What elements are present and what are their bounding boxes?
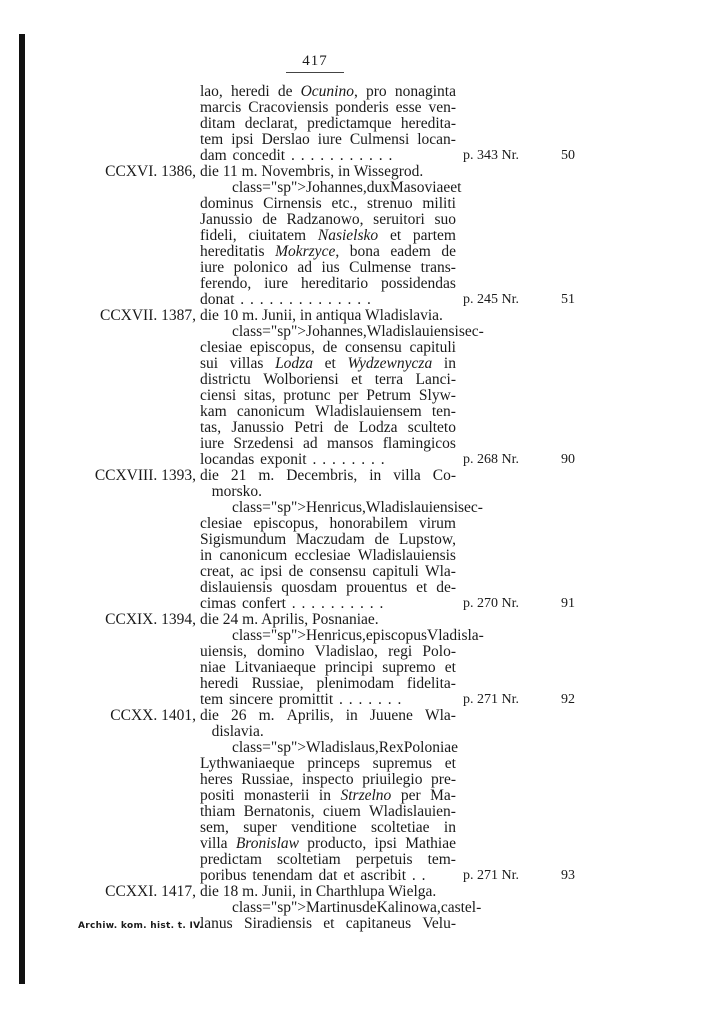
text-line: ditam declarat, predictamque heredita- — [200, 115, 456, 132]
text-line: die 10 m. Junii, in antiqua Wladislavia. — [200, 307, 443, 324]
reference-number: 91 — [561, 596, 575, 611]
reference-number: 51 — [561, 292, 575, 307]
text-line: creat, ac ipsi de consensu capituli Wla- — [200, 563, 456, 580]
text-line: thiam Bernatonis, ciuem Wladislauien- — [200, 803, 456, 820]
text-line: marcis Cracoviensis ponderis esse ven- — [200, 99, 456, 116]
text-line: ciensi sitas, protunc per Petrum Slyw- — [200, 387, 456, 404]
text-line: Sigismundum Maczudam de Lupstow, — [200, 531, 456, 548]
text-line: hereditatis Mokrzyce, bona eadem de — [200, 243, 456, 260]
text-line: dislavia. — [200, 723, 264, 740]
text-line: tem sincere promittit . . . . . . . — [200, 691, 402, 708]
text-line: morsko. — [200, 483, 262, 500]
text-line: locandas exponit . . . . . . . . — [200, 451, 385, 468]
page-reference: p. 343 Nr. — [463, 148, 519, 163]
page-number-rule — [286, 72, 344, 73]
text-line: clesiae episcopus, de consensu capituli — [200, 339, 456, 356]
text-line: dam concedit . . . . . . . . . . . — [200, 147, 393, 164]
text-line: die 18 m. Junii, in Charthlupa Wielga. — [200, 883, 437, 900]
text-line: donat . . . . . . . . . . . . . . — [200, 291, 371, 308]
text-line: class="sp">Henricus, episcopus Vladisla- — [232, 627, 484, 644]
text-line: villa Bronislaw producto, ipsi Mathiae — [200, 835, 456, 852]
text-line: class="sp">Henricus, Wladislauiensis ec- — [232, 499, 483, 516]
footer-signature: Archiw. kom. hist. t. IV. — [78, 921, 204, 931]
text-line: ferendo, iure hereditario possidendas — [200, 275, 456, 292]
page-number: 417 — [302, 53, 328, 69]
text-line: Lythwaniaeque princeps supremus et — [200, 755, 456, 772]
text-line: Janussio de Radzanowo, seruitori suo — [200, 211, 456, 228]
text-line: die 11 m. Novembris, in Wissegrod. — [200, 163, 424, 180]
text-line: heres Russiae, inspecto priuilegio pre- — [200, 771, 456, 788]
text-line: dominus Cirnensis etc., strenuo militi — [200, 195, 456, 212]
text-line: die 26 m. Aprilis, in Juuene Wla- — [200, 707, 456, 724]
text-line: poribus tenendam dat et ascribit . . — [200, 867, 426, 884]
text-line: sem, super venditione scoltetiae in — [200, 819, 456, 836]
text-line: positi monasterii in Strzelno per Ma- — [200, 787, 456, 804]
text-line: sui villas Lodza et Wydzewnycza in — [200, 355, 456, 372]
page-reference: p. 271 Nr. — [463, 692, 519, 707]
reference-number: 92 — [561, 692, 575, 707]
text-line: kam canonicum Wladislauiensem ten- — [200, 403, 456, 420]
page-reference: p. 245 Nr. — [463, 292, 519, 307]
page-reference: p. 270 Nr. — [463, 596, 519, 611]
reference-number: 90 — [561, 452, 575, 467]
page-reference: p. 271 Nr. — [463, 868, 519, 883]
entry-label: CCXXI. 1417, — [105, 883, 196, 900]
text-line: predictam scoltetiam perpetuis tem- — [200, 851, 456, 868]
text-line: heredi Russiae, plenimodam fidelita- — [200, 675, 456, 692]
entry-label: CCXVII. 1387, — [99, 307, 196, 324]
text-line: dislauiensis quosdam prouentus et de- — [200, 579, 456, 596]
text-line: fideli, ciuitatem Nasielsko et partem — [200, 227, 456, 244]
text-line: lanus Siradiensis et capitaneus Velu- — [200, 915, 456, 932]
reference-number: 93 — [561, 868, 575, 883]
text-line: class="sp">Johannes, Wladislauiensis ec- — [232, 323, 484, 340]
entry-label: CCXVI. 1386, — [105, 163, 196, 180]
text-line: iure Srzedensi ad mansos flamingicos — [200, 435, 456, 452]
text-line: class="sp">Johannes, dux Masoviae et — [232, 179, 462, 196]
text-line: uiensis, domino Vladislao, regi Polo- — [200, 643, 456, 660]
text-line: cimas confert . . . . . . . . . . — [200, 595, 384, 612]
text-line: districtu Wolboriensi et terra Lanci- — [200, 371, 456, 388]
text-line: niae Litvaniaeque principi supremo et — [200, 659, 456, 676]
text-line: die 21 m. Decembris, in villa Co- — [200, 467, 456, 484]
entry-label: CCXVIII. 1393, — [94, 467, 196, 484]
text-line: tem ipsi Derslao iure Culmensi locan- — [200, 131, 456, 148]
text-line: lao, heredi de Ocunino, pro nonaginta — [200, 83, 456, 100]
text-line: die 24 m. Aprilis, Posnaniae. — [200, 611, 379, 628]
text-line: class="sp">Wladislaus, Rex Poloniae — [232, 739, 459, 756]
page-reference: p. 268 Nr. — [463, 452, 519, 467]
text-line: clesiae episcopus, honorabilem virum — [200, 515, 456, 532]
text-line: class="sp">Martinus de Kalinowa, castel- — [232, 899, 482, 916]
reference-number: 50 — [561, 148, 575, 163]
text-line: tas, Janussio Petri de Lodza sculteto — [200, 419, 456, 436]
text-line: in canonicum ecclesiae Wladislauiensis — [200, 547, 456, 564]
text-line: iure polonico ad ius Culmense trans- — [200, 259, 456, 276]
entry-label: CCXIX. 1394, — [105, 611, 196, 628]
entry-label: CCXX. 1401, — [110, 707, 196, 724]
